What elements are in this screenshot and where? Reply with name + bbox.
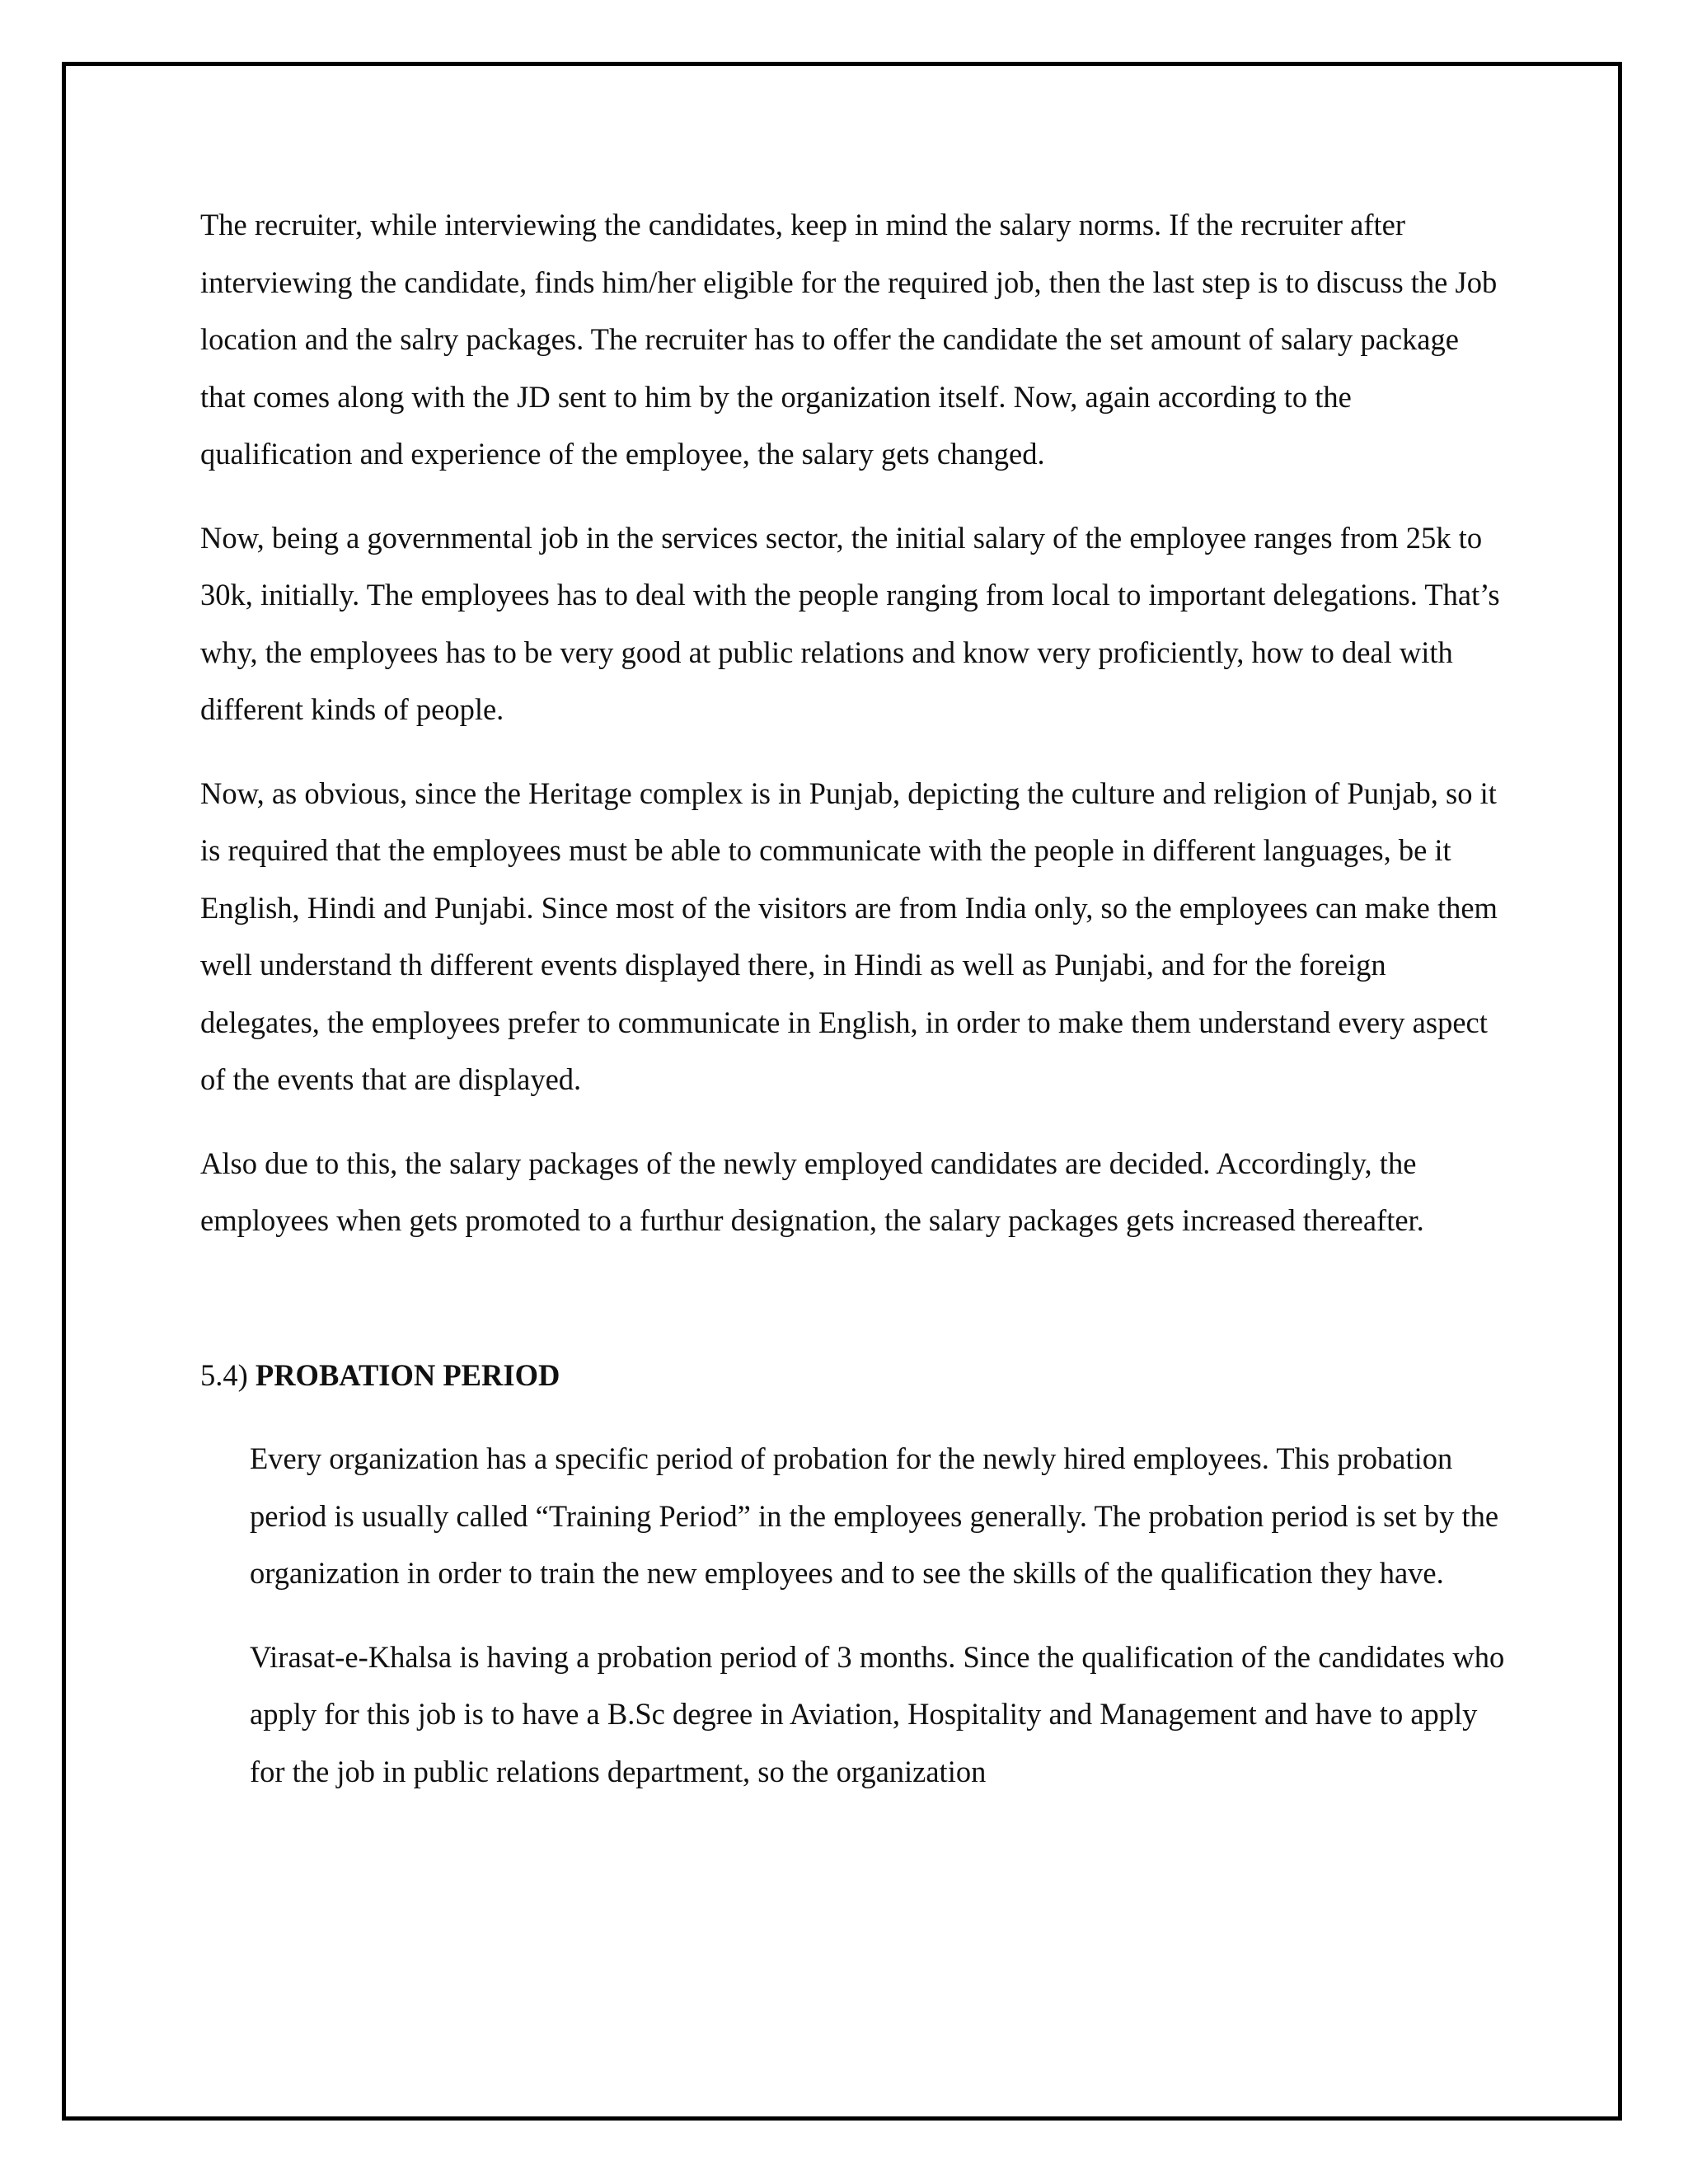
paragraph-salary-range: Now, being a governmental job in the services sector, the initial salary of the employee ranges from 25k to 30k, initially. The employees has to deal with the people ranging from local to important delegations. That’s why, the employees has to be very good at public relations and know very proficiently, how to deal with different kinds of people. [200,520,1500,726]
section-title: PROBATION PERIOD [255,1357,560,1392]
paragraph-salary-packages: Also due to this, the salary packages of the newly employed candidates are decided. Accordingly, the employees when gets promoted to a furthur designation, the salary packages gets increased thereafter. [200,1146,1424,1237]
section-number: 5.4) [200,1357,248,1392]
section-body [200,1430,1511,1800]
paragraph-recruiter: The recruiter, while interviewing the candidates, keep in mind the salary norms. If the recruiter after interviewing the candidate, finds him/her eligible for the required job, then the last step is to discuss the Job location and the salry packages. The recruiter has to offer the candidate the set amount of salary package that comes along with the JD sent to him by the organization itself. Now, again according to the qualification and experience of the employee, the salary gets changed. [200,208,1498,471]
section-heading [200,1347,1511,1404]
paragraph-languages: Now, as obvious, since the Heritage complex is in Punjab, depicting the culture and religion of Punjab, so it is required that the employees must be able to communicate with the people in different languages, be it English, Hindi and Punjabi. Since most of the visitors are from India only, so the employees can make them well understand th different events displayed there, in Hindi as well as Punjabi, and for the foreign delegates, the employees prefer to communicate in English, in order to make them understand every aspect of the events that are displayed. [200,776,1498,1096]
document-body [200,196,1511,1826]
paragraph-probation-duration: Virasat-e-Khalsa is having a probation period of 3 months. Since the qualification of the candidates who apply for this job is to have a B.Sc degree in Aviation, Hospitality and Management and have to apply for the job in public relations department, so the organization [250,1639,1505,1788]
paragraph-probation-intro: Every organization has a specific period of probation for the newly hired employees. This probation period is usually called “Training Period” in the employees generally. The probation period is set by the organization in order to train the new employees and to see the skills of the qualification they have. [250,1441,1499,1590]
